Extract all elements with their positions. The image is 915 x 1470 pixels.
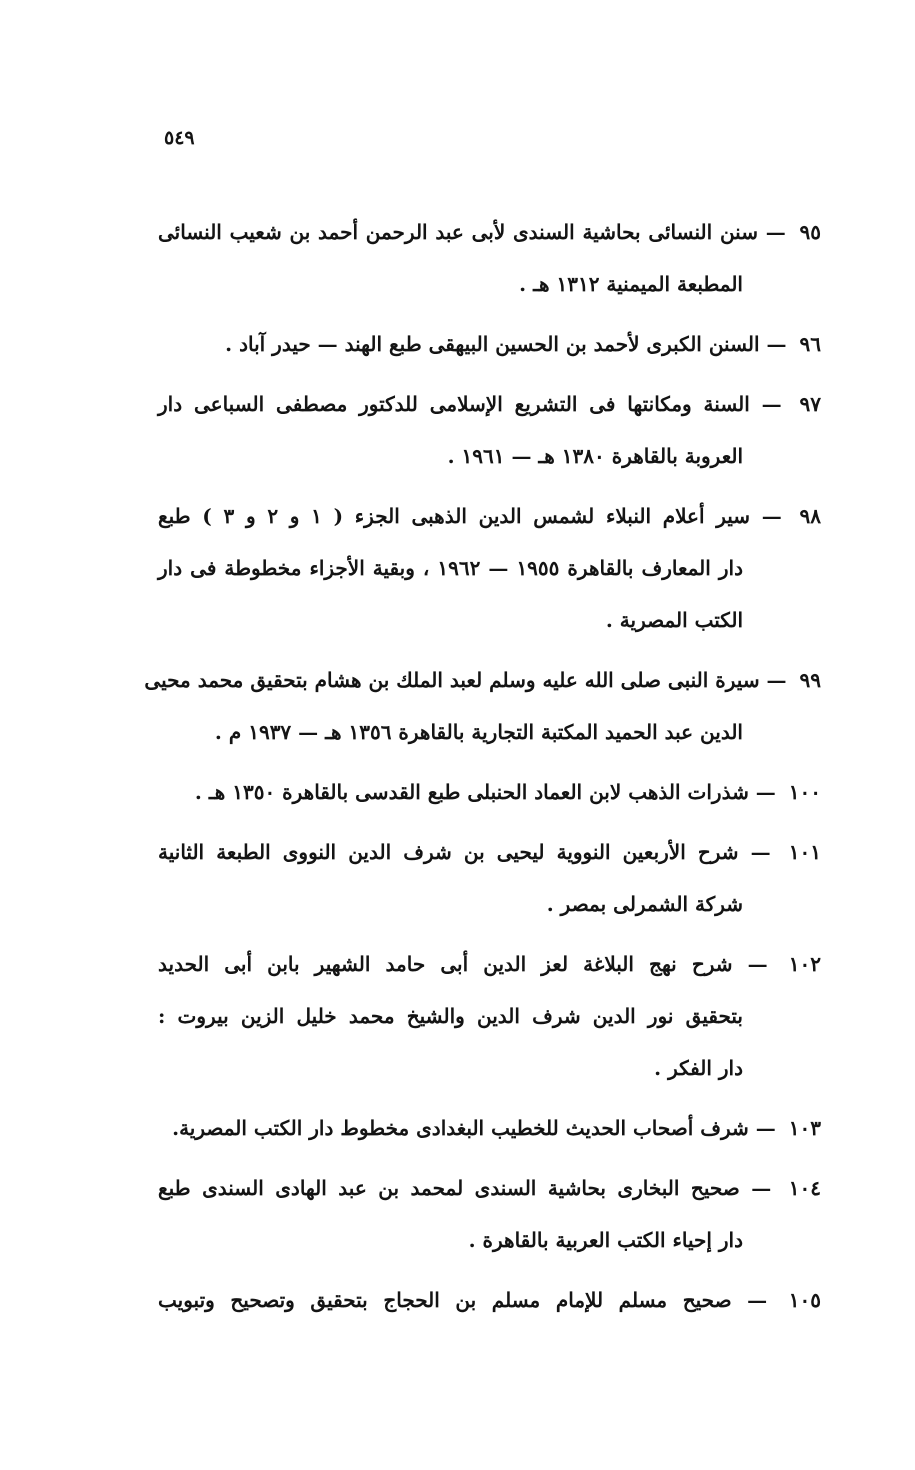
entry-text: شرح الأربعين النووية ليحيى بن شرف الدين النووى الطبعة الثانية — [158, 840, 739, 864]
bibliography-list — [144, 206, 822, 1334]
entry-continuation-line: المطبعة الميمنية ١٣١٢ هـ . — [519, 272, 743, 296]
entry-text: شرح نهج البلاغة لعز الدين أبى حامد الشهير بابن أبى الحديد — [158, 952, 733, 976]
entry-number: ٩٨ — [799, 504, 821, 528]
entry-number: ١٠١ — [788, 840, 821, 864]
entry-first-line: ٩٥ — سنن النسائى بحاشية السندى لأبى عبد الرحمن أحمد بن شعيب النسائى — [158, 220, 821, 244]
entry-text: سيرة النبى صلى الله عليه وسلم لعبد الملك بن هشام بتحقيق محمد محيى — [144, 668, 760, 692]
entry-number: ١٠٤ — [788, 1176, 821, 1200]
entry-number: ٩٦ — [799, 332, 821, 356]
entry-continuation-line: دار إحياء الكتب العربية بالقاهرة . — [468, 1228, 743, 1252]
entry-text: سير أعلام النبلاء لشمس الدين الذهبى الجزء ( ١ و ٢ و ٣ ) طبع — [158, 504, 751, 528]
entry-text: شرف أصحاب الحديث للخطيب البغدادى مخطوط دار الكتب المصرية. — [172, 1116, 749, 1140]
entry-continuation-line: العروبة بالقاهرة ١٣٨٠ هـ — ١٩٦١ . — [447, 444, 743, 468]
bibliography-entry — [158, 378, 821, 482]
entry-text: شذرات الذهب لابن العماد الحنبلى طبع القدسى بالقاهرة ١٣٥٠ هـ . — [194, 780, 749, 804]
bibliography-entry — [158, 1102, 821, 1154]
bibliography-entry — [158, 1274, 821, 1326]
entry-first-line: ١٠١ — شرح الأربعين النووية ليحيى بن شرف الدين النووى الطبعة الثانية — [158, 840, 821, 864]
entry-first-line: ٩٧ — السنة ومكانتها فى التشريع الإسلامى للدكتور مصطفى السباعى دار — [158, 392, 821, 416]
entry-continuation-line: دار المعارف بالقاهرة ١٩٥٥ — ١٩٦٢ ، وبقية الأجزاء مخطوطة فى دار — [158, 556, 743, 580]
entry-continuation-line: الكتب المصرية . — [605, 608, 743, 632]
entry-text: السنن الكبرى لأحمد بن الحسين البيهقى طبع الهند — حيدر آباد . — [225, 332, 760, 356]
entry-text: سنن النسائى بحاشية السندى لأبى عبد الرحمن أحمد بن شعيب النسائى — [158, 220, 758, 244]
entry-text: صحيح البخارى بحاشية السندى لمحمد بن عبد الهادى السندى طبع — [158, 1176, 740, 1200]
entry-first-line: ١٠٣ — شرف أصحاب الحديث للخطيب البغدادى مخطوط دار الكتب المصرية. — [172, 1116, 821, 1140]
entry-first-line: ١٠٠ — شذرات الذهب لابن العماد الحنبلى طبع القدسى بالقاهرة ١٣٥٠ هـ . — [194, 780, 821, 804]
page-number: ٥٤٩ — [164, 127, 195, 149]
entry-text: السنة ومكانتها فى التشريع الإسلامى للدكتور مصطفى السباعى دار — [158, 392, 750, 416]
entry-number: ٩٩ — [799, 668, 821, 692]
bibliography-entry — [158, 766, 821, 818]
entry-continuation-line: الدين عبد الحميد المكتبة التجارية بالقاهرة ١٣٥٦ هـ — ١٩٣٧ م . — [214, 720, 743, 744]
entry-number: ١٠٣ — [788, 1116, 821, 1140]
bibliography-entry — [158, 826, 821, 930]
entry-first-line: ١٠٢ — شرح نهج البلاغة لعز الدين أبى حامد الشهير بابن أبى الحديد — [158, 952, 822, 976]
entry-number: ١٠٥ — [788, 1288, 821, 1312]
bibliography-entry — [158, 938, 821, 1094]
entry-number: ٩٧ — [799, 392, 821, 416]
bibliography-entry — [158, 490, 821, 646]
entry-first-line: ٩٩ — سيرة النبى صلى الله عليه وسلم لعبد الملك بن هشام بتحقيق محمد محيى — [144, 668, 821, 692]
entry-number: ١٠٢ — [788, 952, 822, 976]
entry-number: ١٠٠ — [788, 780, 821, 804]
entry-continuation-line: بتحقيق نور الدين شرف الدين والشيخ محمد خليل الزين بيروت : — [158, 1004, 743, 1028]
bibliography-entry — [158, 206, 821, 310]
entry-first-line: ٩٦ — السنن الكبرى لأحمد بن الحسين البيهقى طبع الهند — حيدر آباد . — [225, 332, 821, 356]
bibliography-entry — [158, 1162, 821, 1266]
entry-text: صحيح مسلم للإمام مسلم بن الحجاج بتحقيق وتصحيح وتبويب — [158, 1288, 732, 1312]
bibliography-entry — [144, 654, 821, 758]
entry-continuation-line: دار الفكر . — [654, 1056, 743, 1080]
entry-first-line: ٩٨ — سير أعلام النبلاء لشمس الدين الذهبى الجزء ( ١ و ٢ و ٣ ) طبع — [158, 504, 821, 528]
entry-continuation-line: شركة الشمرلى بمصر . — [546, 892, 743, 916]
entry-first-line: ١٠٤ — صحيح البخارى بحاشية السندى لمحمد بن عبد الهادى السندى طبع — [158, 1176, 821, 1200]
entry-first-line: ١٠٥ — صحيح مسلم للإمام مسلم بن الحجاج بتحقيق وتصحيح وتبويب — [158, 1288, 821, 1312]
bibliography-entry — [158, 318, 821, 370]
entry-number: ٩٥ — [799, 220, 821, 244]
